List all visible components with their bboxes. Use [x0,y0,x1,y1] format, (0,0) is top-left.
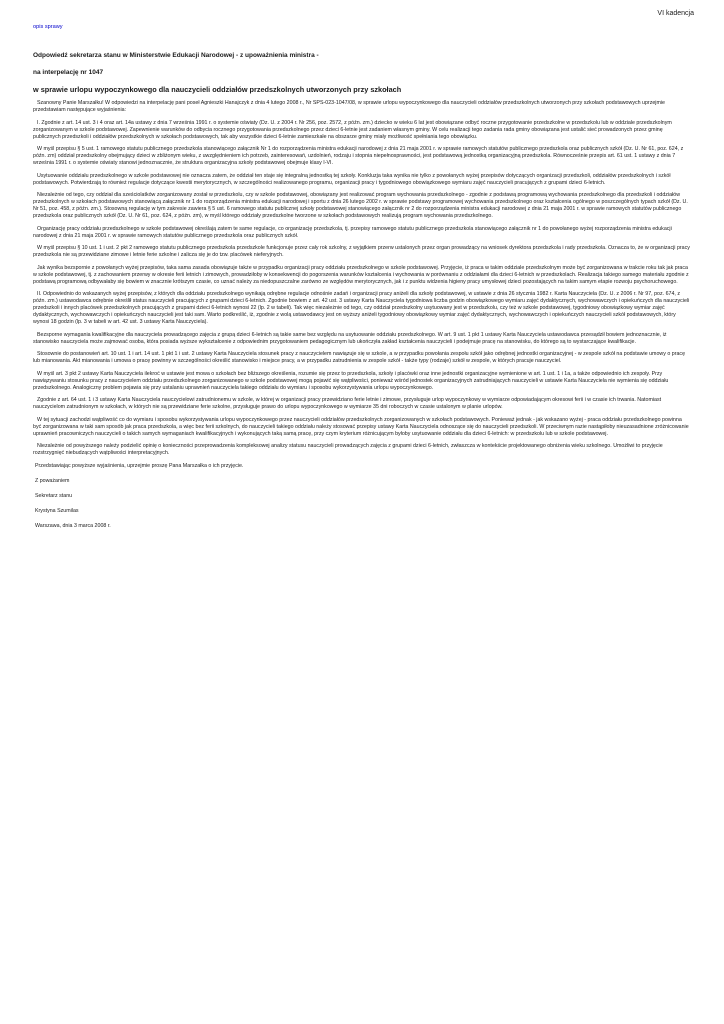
paragraph: II. Odpowiednio do wskazanych wyżej przepisów, z których dla oddziału przedszkolnego wynikają odrębne regulacje odnośnie zadań i organizacji pracy aniżeli dla szkoły podstawowej, w ustawie z dnia 26 stycznia 1982 r. Karta Nauczyciela (Dz. U. z 2006 r. Nr 97, poz. 674, z późn. zm.) ustawodawca odrębnie określił status nauczycieli pracujących z grupami dzieci 6-letnich. Zgodnie bowiem z art. 42 ust. 3 ustawy Karta Nauczyciela tygodniowa liczba godzin obowiązkowego wymiaru zajęć dydaktycznych, wychowawczych i opiekuńczych dla nauczycieli przedszkoli i innych placówek przedszkolnych pracujących z grupami dzieci 6-letnich wynosi 22 (lp. 2 w tabeli). Tak więc niezależnie od tego, czy oddział przedszkolny usytuowany jest w przedszkolu, czy też w szkole podstawowej, tygodniowy obowiązkowy wymiar zajęć dydaktycznych, wychowawczych i opiekuńczych nauczycieli jest taki sam. Warto podkreślić, iż, zgodnie z wolą ustawodawcy jest on wyższy aniżeli tygodniowy obowiązkowy wymiar zajęć dydaktycznych, wychowawczych i opiekuńczych nauczycieli szkół podstawowych, który wynosi 18 godzin (lp. 3 w tabeli w art. 42 ust. 3 ustawy Karta Nauczyciela). [33,291,690,325]
closing-salutation: Z poważaniem [35,477,70,484]
place-date: Warszawa, dnia 3 marca 2008 r. [35,522,111,529]
paragraph: Niezależnie od tego, czy oddział dla sześciolatków zorganizowany został w przedszkolu, czy w szkole podstawowej, obowiązany jest realizować program wychowania przedszkolnego - zgodnie z podstawą programową wychowania przedszkolnego dla przedszkoli i oddziałów przedszkolnych w szkołach podstawowych stanowiącą załącznik nr 1 do rozporządzenia ministra edukacji narodowej i sportu z dnia 26 lutego 2002 r. w sprawie podstawy programowej wychowania przedszkolnego oraz kształcenia ogólnego w poszczególnych typach szkół (Dz. U. Nr 51, poz. 458, z późn. zm.). Stosowną regulację w tym zakresie zawiera § 5 ust. 6 ramowego statutu publicznej szkoły podstawowej stanowiącego załącznik nr 2 do rozporządzenia ministra edukacji narodowej z dnia 21 maja 2001 r. w sprawie ramowych statutów publicznego przedszkola oraz publicznych szkół (Dz. U. Nr 61, poz. 624, z późn. zm), w myśl którego oddziały przedszkolne tworzone w szkołach podstawowych realizują program wychowania przedszkolnego. [33,192,688,219]
paragraph: Stosownie do postanowień art. 10 ust. 1 i art. 14 ust. 1 pkt 1 i ust. 2 ustawy Karta Nauczyciela stosunek pracy z nauczycielem nawiązuje się w szkole, a w przypadku powołania zespołu szkół jako odrębnej jednostki organizacyjnej - w zespole szkół na podstawie umowy o pracę lub mianowania. Akt mianowania i umowa o pracę powinny w szczególności określić stanowisko i miejsce pracy, a w przypadku zatrudnienia w zespole szkół - także typy (rodzaje) szkół w zespole, w których pracuje nauczyciel. [33,351,686,364]
interpellation-number: na interpelację nr 1047 [33,69,104,76]
signatory-name: Krystyna Szumilas [35,507,79,514]
paragraph: Organizację pracy oddziału przedszkolnego w szkole podstawowej określają zatem te same regulacje, co organizację przedszkola, tj. przepisy ramowego statutu publicznego przedszkola stanowiącego załącznik nr 1 do powołanego wyżej rozporządzenia ministra edukacji narodowej z dnia 21 maja 2001 r. w sprawie ramowych statutów publicznego przedszkola oraz publicznych szkół. [33,225,672,239]
case-description-link[interactable]: opis sprawy [33,24,63,30]
paragraph: Niezależnie od powyższego należy podzielić opinię o konieczności przeprowadzenia kompleksowej analizy statusu nauczycieli prowadzących zajęcia z grupami dzieci 6-letnich, zwłaszcza w kontekście projektowanego obniżenia wieku szkolnego. Umożliwi to przyjęcie rozstrzygnięć niebudzących wątpliwości interpretacyjnych. [33,443,663,456]
paragraph: W tej sytuacji zachodzi wątpliwość co do wymiaru i sposobu wykorzystywania urlopu wypoczynkowego przez nauczycieli oddziałów przedszkolnych zorganizowanych w szkołach podstawowych. Ponieważ jednak - jak wskazano wyżej - praca oddziału przedszkolnego powinna być zorganizowana w taki sam sposób jak praca przedszkola, a więc bez ferii szkolnych, do nauczycieli takiego oddziału należy stosować przepisy ustawy Karta Nauczyciela odnoszące się do nauczycieli przedszkoli. W przeciwnym razie nastąpiłoby nieuzasadnione zróżnicowanie uprawnień pracowniczych nauczycieli o takich samych wymaganiach kwalifikacyjnych i wykonujących taką samą pracę, przy czym kryterium różnicującym byłoby usytuowanie oddziału dla dzieci 6-letnich: w przedszkolu lub w szkole podstawowej. [33,416,689,437]
document-body [33,52,691,538]
signatory-position: Sekretarz stanu [35,492,73,499]
term-label: VI kadencja [657,10,694,17]
closing-block [33,463,691,530]
paragraph: Jak wynika bezspornie z powołanych wyżej przepisów, taka sama zasada obowiązuje także w przypadku organizacji pracy oddziału przedszkolnego w szkole podstawowej. Przyjęcie, iż praca w takim oddziale przedszkolnym może być zorganizowana w trakcie roku tak jak praca w szkole podstawowej, tj. z zachowaniem przerwy w okresie ferii letnich i zimowych, prowadziłoby w konsekwencji do pogorszenia warunków kształcenia i wychowania w porównaniu z oddziałami dla dzieci 6-letnich w przedszkolach. Realizacja takiego samego materiału zgodnie z podstawą programową odbywałaby się bowiem w znacznie krótszym czasie, co uznać należy za niedopuszczalne zarówno ze względów merytorycznych, jak i z punktu widzenia higieny pracy umysłowej dzieci pozostających na takim samym etapie rozwoju psychoruchowego. [33,264,689,285]
paragraph: Zgodnie z art. 64 ust. 1 i 3 ustawy Karta Nauczyciela nauczycielowi zatrudnionemu w szkole, w której w organizacji pracy przewidziano ferie letnie i zimowe, przysługuje urlop wypoczynkowy w wymiarze odpowiadającym okresowi ferii i w czasie ich trwania. Natomiast nauczycielom zatrudnionym w szkołach, w których nie są przewidziane ferie szkolne, przysługuje prawo do urlopu wypoczynkowego w wymiarze 35 dni roboczych w czasie ustalonym w planie urlopów. [33,397,662,410]
paragraph: I. Zgodnie z art. 14 ust. 3 i 4 oraz art. 14a ustawy z dnia 7 września 1991 r. o systemie oświaty (Dz. U. z 2004 r. Nr 256, poz. 2572, z późn. zm.) dziecko w wieku 6 lat jest obowiązane odbyć roczne przygotowanie przedszkolne w przedszkolu lub w oddziale przedszkolnym zorganizowanym w szkole podstawowej. Zapewnienie warunków do odbycia rocznego przygotowania przedszkolnego przez dzieci 6-letnie jest zadaniem własnym gminy. W celu realizacji tego zadania rada gminy obowiązana jest ustalić sieć prowadzonych przez gminę publicznych przedszkoli i oddziałów przedszkolnych w szkołach podstawowych, tak aby wszystkie dzieci 6-letnie zamieszkałe na obszarze gminy miały możliwość spełniania tego obowiązku. [33,119,672,140]
paragraph: W myśl przepisu § 10 ust. 1 i ust. 2 pkt 2 ramowego statutu publicznego przedszkola przedszkole funkcjonuje przez cały rok szkolny, z wyjątkiem przerw ustalonych przez organ prowadzący na wniosek dyrektora przedszkola i rady przedszkola. Oznacza to, że w organizacji pracy przedszkola nie są przewidziane zimowe i letnie ferie szkolne i zalicza się je do tzw. placówek nieferyjnych. [33,245,690,258]
paragraph: Usytuowanie oddziału przedszkolnego w szkole podstawowej nie oznacza zatem, że oddział ten staje się integralną jednostką tej szkoły. Konkluzja taka wynika nie tylko z powołanych wyżej przepisów dotyczących organizacji przedszkoli, oddziałów przedszkolnych i szkół podstawowych. Potwierdzają to również regulacje dotyczące kwestii merytorycznych, w szczególności realizowanego programu, organizacji pracy i tygodniowego obowiązkowego wymiaru zajęć nauczycieli pracujących z grupami dzieci 6-letnich. [33,172,671,186]
closing-regards: Przedstawiając powyższe wyjaśnienia, uprzejmie proszę Pana Marszałka o ich przyjęcie. [35,462,244,469]
paragraph: W myśl przepisu § 5 ust. 1 ramowego statutu publicznego przedszkola stanowiącego załącznik Nr 1 do rozporządzenia ministra edukacji narodowej z dnia 21 maja 2001 r. w sprawie ramowych statutów publicznego przedszkola oraz publicznych szkół (Dz. U. Nr 61, poz. 624, z późn. zm) oddział przedszkolny obejmujący dzieci w zbliżonym wieku, z uwzględnieniem ich potrzeb, zainteresowań, uzdolnień, rodzaju i stopnia niepełnosprawności, jest podstawową jednostką organizacyjną przedszkola. Równocześnie przepis art. 61 ust. 1 ustawy z dnia 7 września 1991 r. o systemie oświaty stanowi jednoznacznie, że struktura organizacyjna szkoły podstawowej obejmuje klasy I-VI. [33,146,684,166]
document-title: Odpowiedź sekretarza stanu w Ministerstwie Edukacji Narodowej - z upoważnienia ministra - [33,52,319,59]
paragraph: Szanowny Panie Marszałku! W odpowiedzi na interpelację pani poseł Agnieszki Hanajczyk z dnia 4 lutego 2008 r., Nr SPS-023-1047/08, w sprawie urlopu wypoczynkowego dla nauczycieli oddziałów przedszkolnych utworzonych przy szkołach podstawowych uprzejmie przedstawiam następujące wyjaśnienia: [33,100,666,113]
paragraph: Bezsporne wymagania kwalifikacyjne dla nauczyciela prowadzącego zajęcia z grupą dzieci 6-letnich są takie same bez względu na usytuowanie oddziału przedszkolnego. W art. 9 ust. 1 pkt 1 ustawy Karta Nauczyciela ustawodawca przesądził bowiem jednoznacznie, iż stanowisko nauczyciela może zajmować osoba, która posiada wyższe wykształcenie z odpowiednim przygotowaniem pedagogicznym lub ukończyła zakład kształcenia nauczycieli i podejmuje pracę na stanowisku, do którego są to wystarczające kwalifikacje. [33,331,667,345]
paragraph: W myśl art. 3 pkt 2 ustawy Karta Nauczyciela ilekroć w ustawie jest mowa o szkołach bez bliższego określenia, rozumie się przez to przedszkola, szkoły i placówki oraz inne jednostki organizacyjne wymienione w art. 1 ust. 1 i 1a, a także odpowiednio ich zespoły. Przy nawiązywaniu stosunku pracy z nauczycielem oddziału przedszkolnego zorganizowanego w szkole podstawowej mogą pojawić się wątpliwości, ponieważ wśród jednostek organizacyjnych zatrudniających nauczycieli w ustawie Karta Nauczyciela nie wymienia się oddziału przedszkolnego. Analogiczny problem pojawia się przy ustalaniu uprawnień nauczyciela takiego oddziału do wymiaru i sposobu wykorzystywania urlopu wypoczynkowego. [33,370,669,391]
document-subject: w sprawie urlopu wypoczynkowego dla nauczycieli oddziałów przedszkolnych utworzonych przy szkołach [33,85,402,94]
